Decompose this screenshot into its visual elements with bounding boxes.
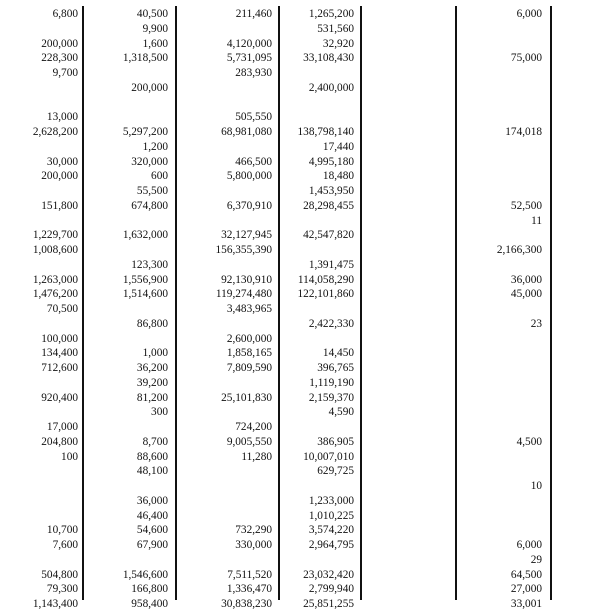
table-cell: 7,809,590	[226, 362, 272, 374]
table-cell: 2,628,200	[32, 126, 78, 138]
table-cell: 52,500	[510, 199, 542, 212]
table-cell: 920,400	[41, 391, 78, 404]
table-cell: 958,400	[131, 598, 168, 610]
table-row	[0, 66, 600, 81]
table-cell: 531,560	[317, 22, 354, 35]
table-row	[0, 568, 600, 583]
table-cell: 36,200	[136, 362, 168, 374]
table-cell: 1,263,000	[32, 273, 78, 286]
table-cell: 88,600	[136, 450, 168, 463]
table-cell: 200,000	[41, 170, 78, 183]
table-cell: 10,007,010	[303, 450, 354, 463]
table-row	[0, 37, 600, 52]
table-cell: 504,800	[41, 568, 78, 581]
table-cell: 48,100	[136, 465, 168, 478]
table-cell: 1,010,225	[308, 509, 354, 522]
table-row	[0, 258, 600, 273]
table-row	[0, 538, 600, 553]
table-cell: 18,480	[322, 170, 354, 183]
table-cell: 92,130,910	[221, 273, 272, 286]
table-cell: 2,600,000	[226, 332, 272, 345]
table-cell: 1,476,200	[32, 288, 78, 301]
table-row	[0, 464, 600, 479]
table-cell: 1,336,470	[226, 583, 272, 596]
table-cell: 70,500	[46, 303, 78, 315]
table-cell: 32,920	[322, 37, 354, 50]
table-cell: 68,981,080	[221, 126, 272, 138]
table-row	[0, 582, 600, 597]
table-cell: 29	[530, 553, 542, 566]
table-cell: 7,600	[52, 539, 78, 551]
table-cell: 151,800	[41, 199, 78, 212]
table-row	[0, 273, 600, 288]
table-cell: 5,800,000	[226, 170, 272, 183]
table-row	[0, 479, 600, 494]
table-row	[0, 376, 600, 391]
table-cell: 67,900	[136, 539, 168, 551]
table-cell: 25,851,255	[303, 598, 354, 610]
table-cell: 1,200	[142, 140, 168, 153]
table-cell: 1,556,900	[122, 273, 168, 286]
table-cell: 4,500	[516, 435, 542, 448]
table-cell: 386,905	[317, 435, 354, 448]
table-cell: 81,200	[136, 391, 168, 404]
table-cell: 1,265,200	[308, 8, 354, 20]
table-cell: 14,450	[322, 347, 354, 360]
table-cell: 27,000	[510, 583, 542, 596]
table-cell: 13,000	[46, 111, 78, 124]
table-cell: 2,400,000	[308, 81, 354, 94]
table-row	[0, 155, 600, 170]
table-row	[0, 391, 600, 406]
table-cell: 100,000	[41, 332, 78, 345]
table-cell: 156,355,390	[215, 244, 272, 256]
table-cell: 2,422,330	[308, 317, 354, 330]
table-cell: 466,500	[235, 155, 272, 168]
table-row	[0, 420, 600, 435]
table-row	[0, 7, 600, 22]
table-row	[0, 435, 600, 450]
table-cell: 732,290	[235, 524, 272, 537]
table-cell: 5,297,200	[122, 126, 168, 138]
table-cell: 1,600	[142, 37, 168, 50]
table-row	[0, 243, 600, 258]
table-cell: 4,995,180	[308, 155, 354, 168]
table-cell: 3,483,965	[226, 303, 272, 315]
table-cell: 40,500	[136, 8, 168, 20]
table-cell: 2,964,795	[308, 539, 354, 551]
table-cell: 33,001	[510, 598, 542, 610]
table-cell: 45,000	[510, 288, 542, 301]
table-cell: 300	[151, 406, 168, 419]
table-row	[0, 317, 600, 332]
table-cell: 396,765	[317, 362, 354, 374]
table-cell: 64,500	[510, 568, 542, 581]
table-cell: 1,453,950	[308, 185, 354, 197]
table-cell: 11	[531, 214, 542, 227]
table-row	[0, 361, 600, 376]
table-row	[0, 228, 600, 243]
table-cell: 204,800	[41, 435, 78, 448]
table-cell: 724,200	[235, 421, 272, 433]
table-cell: 1,008,600	[32, 244, 78, 256]
table-row	[0, 81, 600, 96]
table-cell: 10,700	[46, 524, 78, 537]
table-row	[0, 22, 600, 37]
table-cell: 54,600	[136, 524, 168, 537]
table-cell: 30,838,230	[221, 598, 272, 610]
table-cell: 1,858,165	[226, 347, 272, 360]
table-row	[0, 302, 600, 317]
table-cell: 17,440	[322, 140, 354, 153]
table-cell: 1,632,000	[122, 229, 168, 242]
table-cell: 3,574,220	[308, 524, 354, 537]
table-row	[0, 346, 600, 361]
table-cell: 1,318,500	[122, 52, 168, 65]
table-cell: 36,000	[136, 494, 168, 507]
table-cell: 114,058,290	[297, 273, 354, 286]
table-cell: 9,700	[52, 67, 78, 79]
table-cell: 1,514,600	[122, 288, 168, 301]
table-cell: 46,400	[136, 509, 168, 522]
table-cell: 17,000	[46, 421, 78, 433]
table-row	[0, 450, 600, 465]
table-cell: 122,101,860	[297, 288, 354, 301]
table-cell: 1,546,600	[122, 568, 168, 581]
table-row	[0, 169, 600, 184]
table-cell: 6,370,910	[226, 199, 272, 212]
table-row	[0, 96, 600, 111]
table-row	[0, 110, 600, 125]
table-cell: 39,200	[136, 376, 168, 389]
table-cell: 134,400	[41, 347, 78, 360]
table-cell: 228,300	[41, 52, 78, 65]
table-cell: 28,298,455	[303, 199, 354, 212]
table-cell: 600	[151, 170, 168, 183]
table-cell: 119,274,480	[215, 288, 272, 301]
table-cell: 7,511,520	[227, 568, 272, 581]
table-row	[0, 494, 600, 509]
table-cell: 712,600	[41, 362, 78, 374]
table-cell: 55,500	[136, 185, 168, 197]
table-cell: 33,108,430	[303, 52, 354, 65]
table-cell: 166,800	[131, 583, 168, 596]
table-row	[0, 597, 600, 612]
table-row	[0, 553, 600, 568]
table-cell: 25,101,830	[221, 391, 272, 404]
table-cell: 4,120,000	[226, 37, 272, 50]
table-row	[0, 51, 600, 66]
table-row	[0, 125, 600, 140]
table-cell: 36,000	[510, 273, 542, 286]
table-cell: 11,280	[241, 450, 272, 463]
table-cell: 283,930	[235, 67, 272, 79]
table-cell: 2,799,940	[308, 583, 354, 596]
table-cell: 30,000	[46, 155, 78, 168]
table-cell: 629,725	[317, 465, 354, 478]
table-row	[0, 287, 600, 302]
table-cell: 9,005,550	[226, 435, 272, 448]
table-cell: 6,000	[516, 539, 542, 551]
table-cell: 75,000	[510, 52, 542, 65]
table-cell: 42,547,820	[303, 229, 354, 242]
table-cell: 9,900	[142, 22, 168, 35]
table-cell: 505,550	[235, 111, 272, 124]
table-cell: 174,018	[505, 126, 542, 138]
table-cell: 1,233,000	[308, 494, 354, 507]
table-cell: 100	[61, 450, 78, 463]
table-row	[0, 199, 600, 214]
table-row	[0, 140, 600, 155]
table-row	[0, 214, 600, 229]
table-row	[0, 509, 600, 524]
table-cell: 8,700	[142, 435, 168, 448]
table-cell: 123,300	[131, 258, 168, 271]
table-cell: 1,143,400	[32, 598, 78, 610]
table-row	[0, 405, 600, 420]
table-cell: 23	[530, 317, 542, 330]
table-cell: 2,166,300	[496, 244, 542, 256]
table-cell: 200,000	[41, 37, 78, 50]
table-row	[0, 184, 600, 199]
table-cell: 86,800	[136, 317, 168, 330]
table-cell: 200,000	[131, 81, 168, 94]
table-cell: 1,119,190	[309, 376, 354, 389]
table-cell: 6,800	[52, 8, 78, 20]
table-cell: 138,798,140	[297, 126, 354, 138]
table-cell: 674,800	[131, 199, 168, 212]
table-cell: 1,229,700	[32, 229, 78, 242]
table-cell: 6,000	[516, 8, 542, 20]
table-cell: 330,000	[235, 539, 272, 551]
table-cell: 4,590	[328, 406, 354, 419]
table-cell: 1,000	[142, 347, 168, 360]
table-cell: 211,460	[235, 8, 272, 20]
table-cell: 5,731,095	[226, 52, 272, 65]
table-row	[0, 332, 600, 347]
table-cell: 32,127,945	[221, 229, 272, 242]
table-cell: 320,000	[131, 155, 168, 168]
table-cell: 10	[530, 480, 542, 492]
table-cell: 23,032,420	[303, 568, 354, 581]
table-row	[0, 523, 600, 538]
table-cell: 1,391,475	[308, 258, 354, 271]
table-cell: 2,159,370	[308, 391, 354, 404]
table-cell: 79,300	[46, 583, 78, 596]
